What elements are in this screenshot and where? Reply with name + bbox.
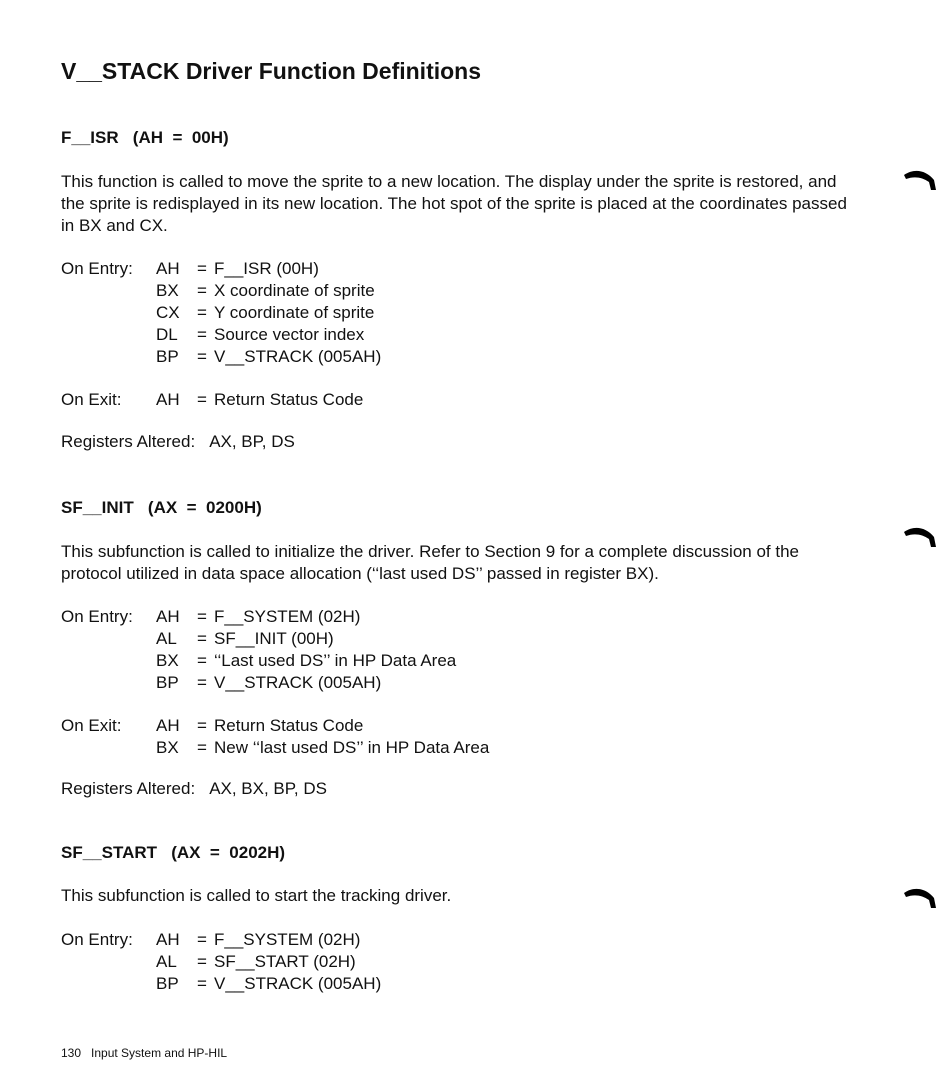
register-value: Source vector index [214, 325, 365, 344]
register-row [156, 606, 456, 628]
on-exit-label: On Exit: [61, 390, 122, 409]
register-row [156, 258, 381, 280]
equals-sign: = [197, 390, 207, 409]
on-entry-label: On Entry: [61, 930, 133, 949]
register-name: AH [156, 716, 180, 735]
registers-altered-line [61, 779, 327, 799]
section-heading-sf-init: SF__INIT (AX = 0200H) [61, 498, 262, 517]
entry-register-list [156, 258, 381, 368]
register-value: SF__INIT (00H) [214, 629, 334, 648]
register-row [156, 389, 363, 411]
register-name: AH [156, 930, 180, 949]
section-heading-f-isr: F__ISR (AH = 00H) [61, 128, 229, 147]
equals-sign: = [197, 325, 207, 344]
equals-sign: = [197, 930, 207, 949]
registers-altered-line [61, 432, 295, 452]
on-exit-label: On Exit: [61, 716, 122, 735]
register-name: AH [156, 259, 180, 278]
register-name: AL [156, 952, 177, 971]
register-name: BP [156, 673, 179, 692]
register-value: Y coordinate of sprite [214, 303, 375, 322]
register-row [156, 346, 381, 368]
exit-register-list [156, 389, 363, 411]
equals-sign: = [197, 651, 207, 670]
equals-sign: = [197, 607, 207, 626]
equals-sign: = [197, 347, 207, 366]
registers-altered-value: AX, BP, DS [209, 432, 295, 451]
register-name: BX [156, 281, 179, 300]
section-description-sf-init: This subfunction is called to initialize the driver. Refer to Section 9 for a complete discussion of the protocol utilized in data space allocation (‘‘last used DS’’ passed in register BX). [61, 542, 799, 583]
register-name: BX [156, 738, 179, 757]
register-value: X coordinate of sprite [214, 281, 375, 300]
register-row [156, 280, 381, 302]
equals-sign: = [197, 952, 207, 971]
equals-sign: = [197, 259, 207, 278]
registers-altered-label: Registers Altered: [61, 779, 196, 798]
equals-sign: = [197, 629, 207, 648]
registers-altered-label: Registers Altered: [61, 432, 196, 451]
register-value: F__ISR (00H) [214, 259, 319, 278]
register-value: V__STRACK (005AH) [214, 974, 382, 993]
register-value: F__SYSTEM (02H) [214, 607, 361, 626]
entry-register-list [156, 606, 456, 694]
register-value: V__STRACK (005AH) [214, 673, 382, 692]
register-name: CX [156, 303, 180, 322]
page-footer [61, 1046, 227, 1060]
register-value: V__STRACK (005AH) [214, 347, 382, 366]
register-value: ‘‘Last used DS’’ in HP Data Area [214, 651, 457, 670]
register-row [156, 929, 381, 951]
section-description-sf-start: This subfunction is called to start the tracking driver. [61, 886, 452, 905]
section-description-f-isr: This function is called to move the sprite to a new location. The display under the sprite is restored, and the sprite is redisplayed in its new location. The hot spot of the sprite is placed at the coordinates passed in BX and CX. [61, 172, 847, 235]
register-name: AH [156, 390, 180, 409]
page-number: 130 [61, 1046, 82, 1060]
register-row [156, 324, 381, 346]
on-entry-label: On Entry: [61, 259, 133, 278]
registers-altered-value: AX, BX, BP, DS [209, 779, 327, 798]
margin-hook-mark-icon [902, 523, 938, 553]
register-value: Return Status Code [214, 716, 364, 735]
register-value: F__SYSTEM (02H) [214, 930, 361, 949]
register-row [156, 628, 456, 650]
equals-sign: = [197, 673, 207, 692]
equals-sign: = [197, 281, 207, 300]
equals-sign: = [197, 974, 207, 993]
page-title: V__STACK Driver Function Definitions [61, 58, 482, 84]
register-value: SF__START (02H) [214, 952, 356, 971]
register-value: New ‘‘last used DS’’ in HP Data Area [214, 738, 490, 757]
register-row [156, 973, 381, 995]
register-name: AH [156, 607, 180, 626]
on-entry-label: On Entry: [61, 607, 133, 626]
register-name: DL [156, 325, 178, 344]
footer-text: Input System and HP-HIL [91, 1046, 228, 1060]
register-row [156, 715, 489, 737]
equals-sign: = [197, 716, 207, 735]
register-name: BP [156, 974, 179, 993]
margin-hook-mark-icon [902, 884, 938, 914]
register-row [156, 650, 456, 672]
exit-register-list [156, 715, 489, 759]
margin-hook-mark-icon [902, 166, 938, 196]
section-heading-sf-start: SF__START (AX = 0202H) [61, 843, 286, 862]
register-row [156, 737, 489, 759]
register-name: BX [156, 651, 179, 670]
register-value: Return Status Code [214, 390, 364, 409]
register-name: BP [156, 347, 179, 366]
register-row [156, 302, 381, 324]
entry-register-list [156, 929, 381, 995]
equals-sign: = [197, 303, 207, 322]
register-row [156, 672, 456, 694]
register-row [156, 951, 381, 973]
register-name: AL [156, 629, 177, 648]
equals-sign: = [197, 738, 207, 757]
